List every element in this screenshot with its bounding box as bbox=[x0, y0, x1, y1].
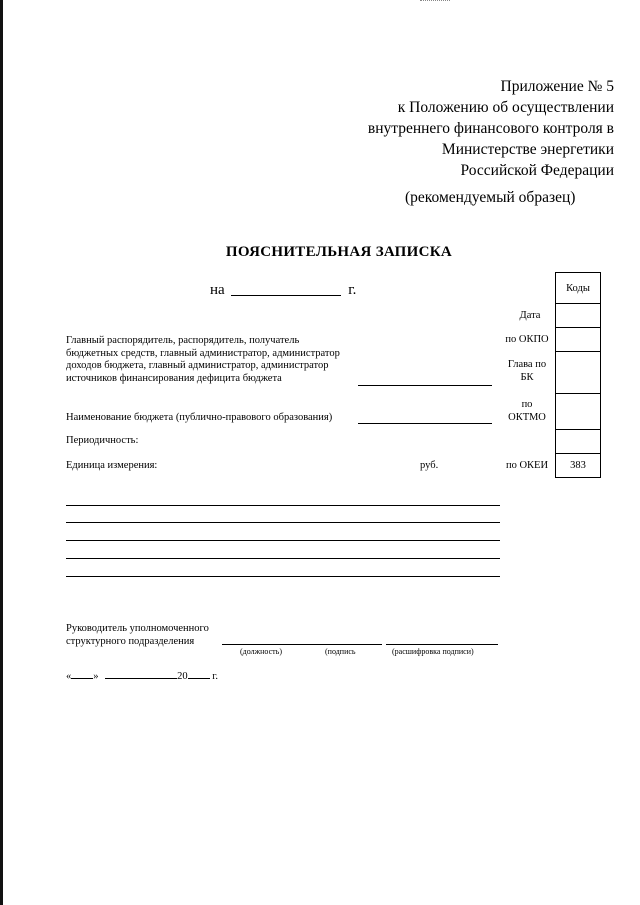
scan-top-mark bbox=[420, 0, 450, 3]
code-cell-oktmo[interactable] bbox=[556, 394, 601, 430]
footer-day-field[interactable] bbox=[71, 668, 93, 679]
label-okei: по ОКЕИ bbox=[505, 460, 549, 471]
footer-year-prefix: 20 bbox=[177, 671, 188, 682]
label-oktmo bbox=[500, 399, 554, 424]
position-input-line[interactable] bbox=[222, 644, 382, 645]
text-line-3[interactable] bbox=[66, 540, 500, 541]
unit-value: руб. bbox=[420, 460, 439, 471]
signature-head-line-1: Руководитель уполномоченного bbox=[66, 623, 209, 634]
decode-input-line[interactable] bbox=[386, 644, 498, 645]
footer-year-suffix: г. bbox=[212, 671, 218, 682]
appendix-line-3: внутреннего финансового контроля в bbox=[367, 120, 614, 137]
document-title: ПОЯСНИТЕЛЬНАЯ ЗАПИСКА bbox=[225, 244, 453, 260]
label-glava-line-2: БК bbox=[520, 371, 534, 383]
codes-header: Коды bbox=[556, 273, 601, 304]
code-cell-periodicity[interactable] bbox=[556, 430, 601, 454]
code-cell-date[interactable] bbox=[556, 304, 601, 328]
scan-left-edge bbox=[0, 0, 3, 905]
appendix-line-2: к Положению об осуществлении bbox=[397, 99, 614, 116]
footer-date bbox=[66, 668, 218, 684]
code-cell-okei: 383 bbox=[556, 454, 601, 478]
label-oktmo-line-1: по bbox=[521, 399, 533, 410]
label-date: Дата bbox=[519, 310, 541, 321]
signature-head-line-2: структурного подразделения bbox=[66, 635, 195, 647]
label-okpo: по ОКПО bbox=[505, 334, 549, 345]
text-line-1[interactable] bbox=[66, 505, 500, 506]
budget-name-input-line[interactable] bbox=[358, 423, 492, 424]
label-glava-bk bbox=[500, 359, 554, 384]
text-line-2[interactable] bbox=[66, 522, 500, 523]
decode-caption: (расшифровка подписи) bbox=[392, 647, 474, 656]
text-line-4[interactable] bbox=[66, 558, 500, 559]
date-field[interactable] bbox=[231, 281, 341, 296]
manager-input-line[interactable] bbox=[358, 385, 492, 386]
report-date-line bbox=[210, 281, 356, 299]
appendix-line-4: Министерстве энергетики bbox=[441, 141, 614, 158]
appendix-number: Приложение № 5 bbox=[500, 78, 614, 95]
periodicity-label: Периодичность: bbox=[66, 435, 139, 446]
label-glava-line-1: Глава по bbox=[507, 359, 547, 370]
footer-open-quote: « bbox=[66, 671, 72, 682]
label-oktmo-line-2: ОКТМО bbox=[508, 411, 546, 423]
manager-label-line-3: доходов бюджета, главный администратор, администратор bbox=[66, 360, 329, 371]
date-suffix: г. bbox=[348, 282, 357, 298]
code-cell-okpo[interactable] bbox=[556, 328, 601, 352]
unit-label: Единица измерения: bbox=[66, 460, 158, 471]
sample-note: (рекомендуемый образец) bbox=[405, 189, 576, 206]
position-caption: (должность) bbox=[240, 647, 282, 656]
code-cell-glava-bk[interactable] bbox=[556, 352, 601, 394]
signature-head-label bbox=[66, 623, 209, 648]
footer-month-field[interactable] bbox=[105, 668, 177, 679]
footer-close-quote: » bbox=[93, 671, 99, 682]
manager-label bbox=[66, 335, 340, 385]
budget-name-label: Наименование бюджета (публично-правового образования) bbox=[66, 412, 333, 423]
manager-label-line-2: бюджетных средств, главный администратор, администратор bbox=[66, 347, 340, 359]
manager-label-line-4: источников финансирования дефицита бюджета bbox=[66, 372, 282, 384]
sign-caption: (подпись bbox=[325, 647, 356, 656]
footer-year-field[interactable] bbox=[188, 668, 210, 679]
date-prefix: на bbox=[210, 282, 225, 298]
appendix-block bbox=[368, 76, 614, 181]
appendix-line-5: Российской Федерации bbox=[460, 162, 614, 179]
text-line-5[interactable] bbox=[66, 576, 500, 577]
manager-label-line-1: Главный распорядитель, распорядитель, получатель bbox=[66, 335, 300, 346]
codes-table bbox=[555, 272, 601, 478]
